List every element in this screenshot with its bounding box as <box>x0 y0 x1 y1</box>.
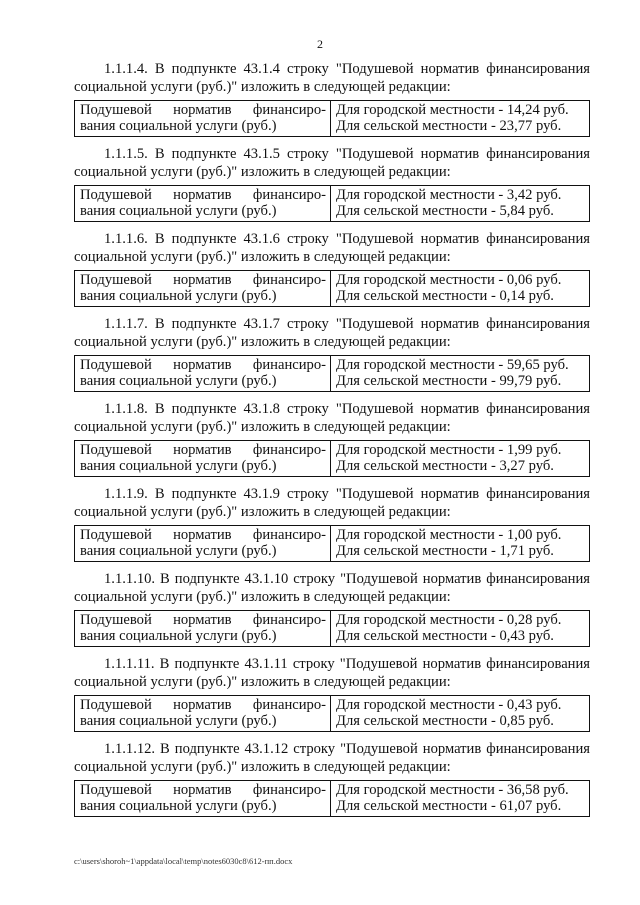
norm-label-line: Подушевой норматив финансиро- <box>80 612 326 628</box>
norm-table <box>74 355 590 392</box>
amendment-paragraph: 1.1.1.9. В подпункте 43.1.9 строку "Подушевой норматив финансирования социальной услуги (руб.)" изложить в следующей редакции: <box>74 486 590 520</box>
amendment-paragraph: 1.1.1.6. В подпункте 43.1.6 строку "Подушевой норматив финансирования социальной услуги (руб.)" изложить в следующей редакции: <box>74 231 590 265</box>
amendment-paragraph: 1.1.1.7. В подпункте 43.1.7 строку "Подушевой норматив финансирования социальной услуги (руб.)" изложить в следующей редакции: <box>74 316 590 350</box>
norm-label-line: Подушевой норматив финансиро- <box>80 782 326 798</box>
amendment-paragraph: 1.1.1.10. В подпункте 43.1.10 строку "Подушевой норматив финансирования социальной услуги (руб.)" изложить в следующей редакции: <box>74 571 590 605</box>
amendment-section <box>74 655 590 732</box>
norm-values-cell <box>331 441 590 477</box>
urban-value: Для городской местности - 0,43 руб. <box>336 697 562 713</box>
urban-value: Для городской местности - 1,00 руб. <box>336 527 562 543</box>
urban-value: Для городской местности - 0,06 руб. <box>336 272 562 288</box>
page-number: 2 <box>317 37 323 51</box>
norm-label-line: Подушевой норматив финансиро- <box>80 102 326 118</box>
norm-table <box>74 440 590 477</box>
table-row <box>75 526 590 562</box>
urban-value: Для городской местности - 14,24 руб. <box>336 102 569 118</box>
urban-value: Для городской местности - 0,28 руб. <box>336 612 562 628</box>
table-row <box>75 611 590 647</box>
norm-label-cell <box>75 781 331 817</box>
norm-label-line: Подушевой норматив финансиро- <box>80 697 326 713</box>
norm-label-cell <box>75 271 331 307</box>
file-path-footer: c:\users\shoroh~1\appdata\local\temp\notes6030c8\612-пп.docx <box>74 856 293 866</box>
amendment-section <box>74 60 590 137</box>
norm-label-line: Подушевой норматив финансиро- <box>80 442 326 458</box>
norm-label-line: вания социальной услуги (руб.) <box>80 288 277 304</box>
norm-label-line: вания социальной услуги (руб.) <box>80 798 277 814</box>
norm-label-line: Подушевой норматив финансиро- <box>80 187 326 203</box>
norm-table <box>74 270 590 307</box>
norm-label-line: Подушевой норматив финансиро- <box>80 527 326 543</box>
norm-table <box>74 185 590 222</box>
norm-values-cell <box>331 611 590 647</box>
norm-values-cell <box>331 696 590 732</box>
norm-label-cell <box>75 441 331 477</box>
norm-values-cell <box>331 186 590 222</box>
rural-value: Для сельской местности - 99,79 руб. <box>336 373 562 389</box>
norm-values-cell <box>331 271 590 307</box>
norm-label-cell <box>75 186 331 222</box>
norm-label-line: вания социальной услуги (руб.) <box>80 203 277 219</box>
norm-label-line: вания социальной услуги (руб.) <box>80 543 277 559</box>
urban-value: Для городской местности - 3,42 руб. <box>336 187 562 203</box>
urban-value: Для городской местности - 59,65 руб. <box>336 357 569 373</box>
rural-value: Для сельской местности - 5,84 руб. <box>336 203 554 219</box>
table-row <box>75 186 590 222</box>
norm-label-line: вания социальной услуги (руб.) <box>80 118 277 134</box>
amendment-section <box>74 740 590 817</box>
norm-table <box>74 610 590 647</box>
norm-table <box>74 695 590 732</box>
rural-value: Для сельской местности - 0,43 руб. <box>336 628 554 644</box>
rural-value: Для сельской местности - 3,27 руб. <box>336 458 554 474</box>
urban-value: Для городской местности - 36,58 руб. <box>336 782 569 798</box>
amendment-section <box>74 230 590 307</box>
norm-label-cell <box>75 101 331 137</box>
table-row <box>75 101 590 137</box>
amendment-paragraph: 1.1.1.8. В подпункте 43.1.8 строку "Подушевой норматив финансирования социальной услуги (руб.)" изложить в следующей редакции: <box>74 401 590 435</box>
rural-value: Для сельской местности - 1,71 руб. <box>336 543 554 559</box>
table-row <box>75 781 590 817</box>
norm-values-cell <box>331 526 590 562</box>
norm-label-line: вания социальной услуги (руб.) <box>80 628 277 644</box>
amendment-section <box>74 145 590 222</box>
table-row <box>75 696 590 732</box>
norm-table <box>74 780 590 817</box>
amendment-paragraph: 1.1.1.5. В подпункте 43.1.5 строку "Подушевой норматив финансирования социальной услуги (руб.)" изложить в следующей редакции: <box>74 146 590 180</box>
norm-table <box>74 100 590 137</box>
rural-value: Для сельской местности - 23,77 руб. <box>336 118 562 134</box>
amendment-section <box>74 570 590 647</box>
rural-value: Для сельской местности - 0,85 руб. <box>336 713 554 729</box>
rural-value: Для сельской местности - 61,07 руб. <box>336 798 562 814</box>
norm-values-cell <box>331 101 590 137</box>
norm-values-cell <box>331 356 590 392</box>
norm-label-cell <box>75 611 331 647</box>
amendment-paragraph: 1.1.1.11. В подпункте 43.1.11 строку "Подушевой норматив финансирования социальной услуги (руб.)" изложить в следующей редакции: <box>74 656 590 690</box>
rural-value: Для сельской местности - 0,14 руб. <box>336 288 554 304</box>
norm-label-line: вания социальной услуги (руб.) <box>80 713 277 729</box>
norm-table <box>74 525 590 562</box>
norm-label-line: Подушевой норматив финансиро- <box>80 357 326 373</box>
table-row <box>75 356 590 392</box>
norm-label-cell <box>75 696 331 732</box>
amendment-section <box>74 485 590 562</box>
norm-label-line: Подушевой норматив финансиро- <box>80 272 326 288</box>
amendment-paragraph: 1.1.1.4. В подпункте 43.1.4 строку "Подушевой норматив финансирования социальной услуги (руб.)" изложить в следующей редакции: <box>74 61 590 95</box>
norm-values-cell <box>331 781 590 817</box>
amendment-section <box>74 400 590 477</box>
amendment-paragraph: 1.1.1.12. В подпункте 43.1.12 строку "Подушевой норматив финансирования социальной услуги (руб.)" изложить в следующей редакции: <box>74 741 590 775</box>
table-row <box>75 441 590 477</box>
norm-label-cell <box>75 526 331 562</box>
urban-value: Для городской местности - 1,99 руб. <box>336 442 562 458</box>
table-row <box>75 271 590 307</box>
norm-label-cell <box>75 356 331 392</box>
document-body <box>74 60 590 825</box>
norm-label-line: вания социальной услуги (руб.) <box>80 458 277 474</box>
norm-label-line: вания социальной услуги (руб.) <box>80 373 277 389</box>
amendment-section <box>74 315 590 392</box>
